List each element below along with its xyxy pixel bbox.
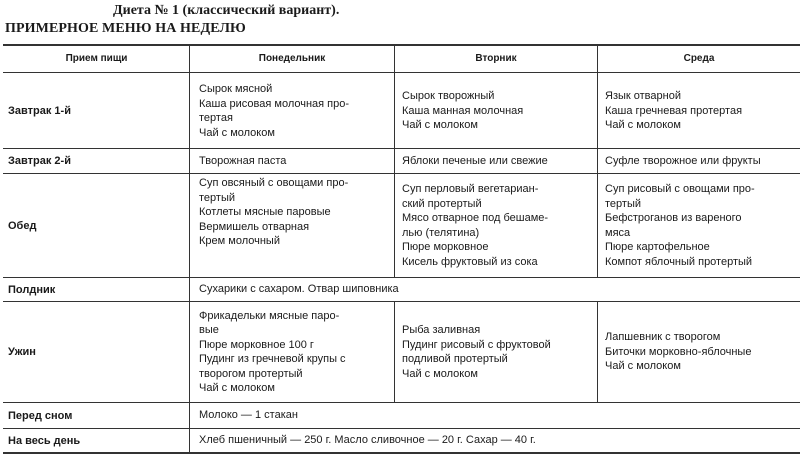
menu-item: Сырок мясной — [199, 83, 273, 95]
menu-item: Кисель фруктовый из сока — [402, 255, 538, 268]
cell-wednesday — [605, 174, 797, 277]
cell-monday — [199, 74, 391, 148]
cell-all-days — [199, 429, 789, 452]
menu-item: Сырок творожный — [402, 90, 495, 103]
cell-tuesday — [402, 174, 594, 277]
row-label-afternoon-snack: Полдник — [8, 283, 56, 296]
menu-item: Каша гречневая протертая — [605, 104, 743, 117]
menu-item: Каша манная молочная — [402, 104, 524, 117]
menu-item: творогом протертый — [199, 367, 303, 380]
menu-item: Чай с молоком — [605, 360, 681, 373]
row-label-breakfast-1: Завтрак 1-й — [8, 105, 71, 117]
row-label-lunch: Обед — [8, 219, 37, 232]
menu-item: тертый — [605, 197, 641, 210]
document-subtitle: ПРИМЕРНОЕ МЕНЮ НА НЕДЕЛЮ — [5, 21, 246, 36]
header-wednesday: Среда — [683, 53, 715, 64]
menu-item: Пудинг рисовый с фруктовой — [402, 338, 551, 351]
row-label-whole-day: На весь день — [8, 434, 81, 447]
menu-item: Пюре морковное 100 г — [199, 338, 314, 351]
menu-item: Суп перловый вегетариан- — [402, 183, 539, 195]
cell-monday — [199, 302, 391, 402]
menu-item: Каша рисовая молочная про- — [199, 97, 350, 110]
cell-wednesday — [605, 74, 797, 148]
menu-item: Хлеб пшеничный — 250 г. Масло сливочное — 20 г. Сахар — 40 г. — [199, 434, 536, 447]
cell-wednesday — [605, 302, 797, 402]
menu-item: Пюре морковное — [402, 241, 489, 253]
menu-item: Котлеты мясные паровые — [199, 206, 331, 218]
menu-item: Суп рисовый с овощами про- — [605, 183, 755, 195]
menu-item: Чай с молоком — [402, 367, 478, 380]
menu-item: Сухарики с сахаром. Отвар шиповника — [199, 283, 399, 296]
table-top-border — [3, 44, 800, 46]
row-label-dinner: Ужин — [8, 346, 36, 358]
cell-tuesday — [402, 74, 594, 148]
menu-item: Рыба заливная — [402, 324, 481, 336]
menu-item: Пудинг из гречневой крупы с — [199, 353, 346, 365]
menu-item: Чай с молоком — [402, 119, 478, 132]
row-label-breakfast-2: Завтрак 2-й — [8, 155, 71, 167]
menu-item: тертый — [199, 191, 235, 204]
menu-item: лью (телятина) — [402, 226, 480, 239]
cell-tuesday — [402, 302, 594, 402]
column-divider — [394, 301, 395, 403]
menu-item: Суп овсяный с овощами про- — [199, 177, 349, 189]
menu-item: Бефстроганов из вареного — [605, 212, 742, 224]
header-tuesday: Вторник — [475, 53, 517, 64]
cell-monday — [199, 149, 391, 173]
menu-item: Пюре картофельное — [605, 241, 710, 253]
menu-item: Биточки морковно-яблочные — [605, 345, 752, 358]
column-divider — [597, 301, 598, 403]
menu-item: мяса — [605, 226, 631, 239]
column-divider — [189, 45, 190, 453]
table-bottom-border — [3, 452, 800, 454]
menu-item: Язык отварной — [605, 90, 681, 103]
column-divider — [394, 45, 395, 278]
cell-monday — [199, 174, 391, 279]
menu-item: Фрикадельки мясные паро- — [199, 309, 340, 322]
menu-item: Чай с молоком — [199, 126, 275, 139]
header-monday: Понедельник — [258, 53, 326, 64]
menu-item: Чай с молоком — [199, 382, 275, 394]
cell-tuesday — [402, 149, 594, 173]
menu-item: Вермишель отварная — [199, 220, 310, 233]
column-divider — [597, 45, 598, 278]
menu-item: Крем молочный — [199, 235, 280, 247]
menu-item: ский протертый — [402, 197, 482, 210]
menu-item: подливой протертый — [402, 353, 508, 365]
menu-item: Яблоки печеные или свежие — [402, 154, 548, 167]
header-meal: Прием пищи — [65, 53, 128, 64]
menu-item: Суфле творожное или фрукты — [605, 154, 761, 167]
menu-item: Творожная паста — [199, 154, 287, 167]
menu-item: Лапшевник с творогом — [605, 331, 721, 344]
menu-item: тертая — [199, 112, 233, 124]
document-title: Диета № 1 (классический вариант). — [113, 3, 340, 18]
row-label-before-sleep: Перед сном — [8, 409, 73, 422]
cell-all-days — [199, 403, 789, 428]
cell-all-days — [199, 278, 789, 301]
menu-item: Молоко — 1 стакан — [199, 409, 298, 422]
header-bottom-border — [3, 72, 800, 73]
menu-item: Мясо отварное под бешаме- — [402, 212, 549, 224]
cell-wednesday — [605, 149, 797, 173]
menu-item: Компот яблочный протертый — [605, 255, 753, 268]
menu-item: вые — [199, 324, 219, 336]
menu-item: Чай с молоком — [605, 119, 681, 132]
